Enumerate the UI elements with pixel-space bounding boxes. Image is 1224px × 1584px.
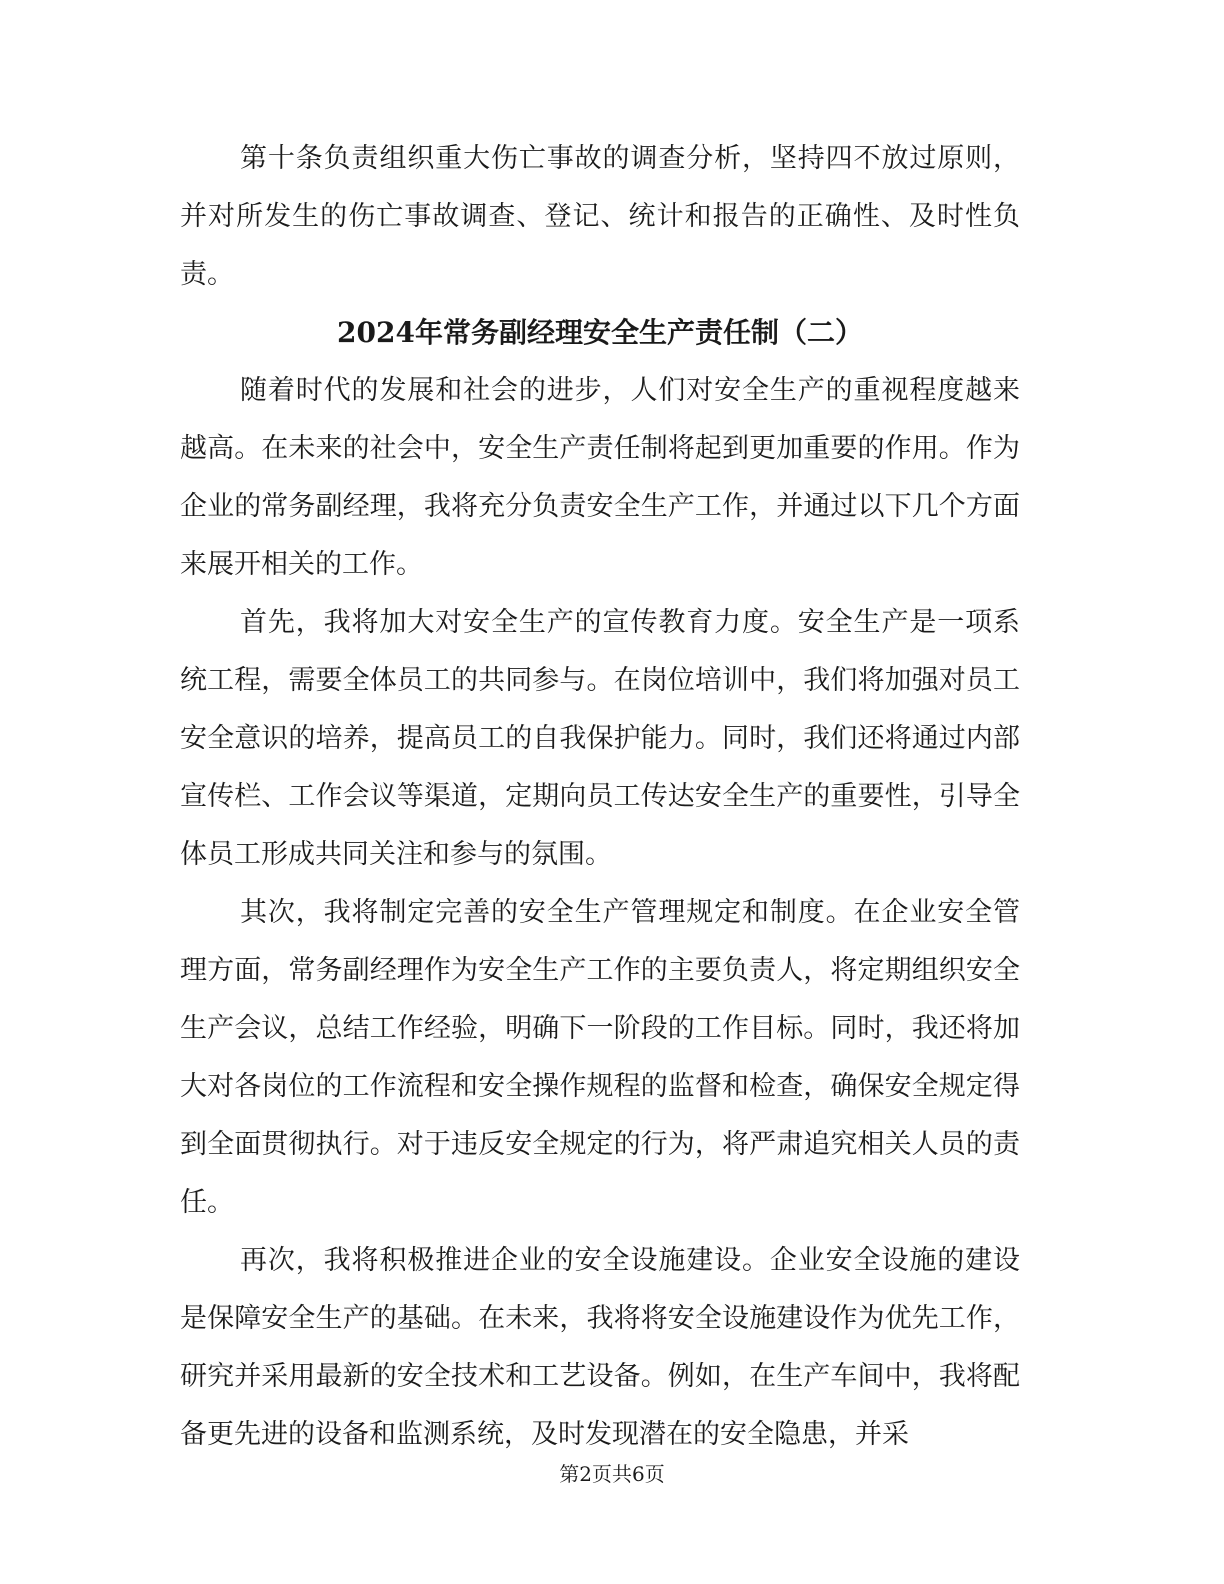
paragraph-second: 其次，我将制定完善的安全生产管理规定和制度。在企业安全管理方面，常务副经理作为安全生产工作的主要负责人，将定期组织安全生产会议，总结工作经验，明确下一阶段的工作目标。同时，我还将加大对各岗位的工作流程和安全操作规程的监督和检查，确保安全规定得到全面贯彻执行。对于违反安全规定的行为，将严肃追究相关人员的责任。 — [180, 897, 1020, 1218]
document-body — [180, 130, 1020, 1464]
paragraph-intro: 随着时代的发展和社会的进步，人们对安全生产的重视程度越来越高。在未来的社会中，安全生产责任制将起到更加重要的作用。作为企业的常务副经理，我将充分负责安全生产工作，并通过以下几个方面来展开相关的工作。 — [180, 375, 1020, 580]
section-title: 2024年常务副经理安全生产责任制（二） — [337, 316, 863, 349]
paragraph-third: 再次，我将积极推进企业的安全设施建设。企业安全设施的建设是保障安全生产的基础。在未来，我将将安全设施建设作为优先工作，研究并采用最新的安全技术和工艺设备。例如，在生产车间中，我将配备更先进的设备和监测系统，及时发现潜在的安全隐患，并采 — [180, 1245, 1020, 1450]
paragraph-article-10: 第十条负责组织重大伤亡事故的调查分析，坚持四不放过原则，并对所发生的伤亡事故调查、登记、统计和报告的正确性、及时性负责。 — [180, 143, 1020, 290]
page-number-footer: 第2页共6页 — [559, 1462, 665, 1486]
paragraph-first: 首先，我将加大对安全生产的宣传教育力度。安全生产是一项系统工程，需要全体员工的共同参与。在岗位培训中，我们将加强对员工安全意识的培养，提高员工的自我保护能力。同时，我们还将通过内部宣传栏、工作会议等渠道，定期向员工传达安全生产的重要性，引导全体员工形成共同关注和参与的氛围。 — [180, 607, 1020, 870]
